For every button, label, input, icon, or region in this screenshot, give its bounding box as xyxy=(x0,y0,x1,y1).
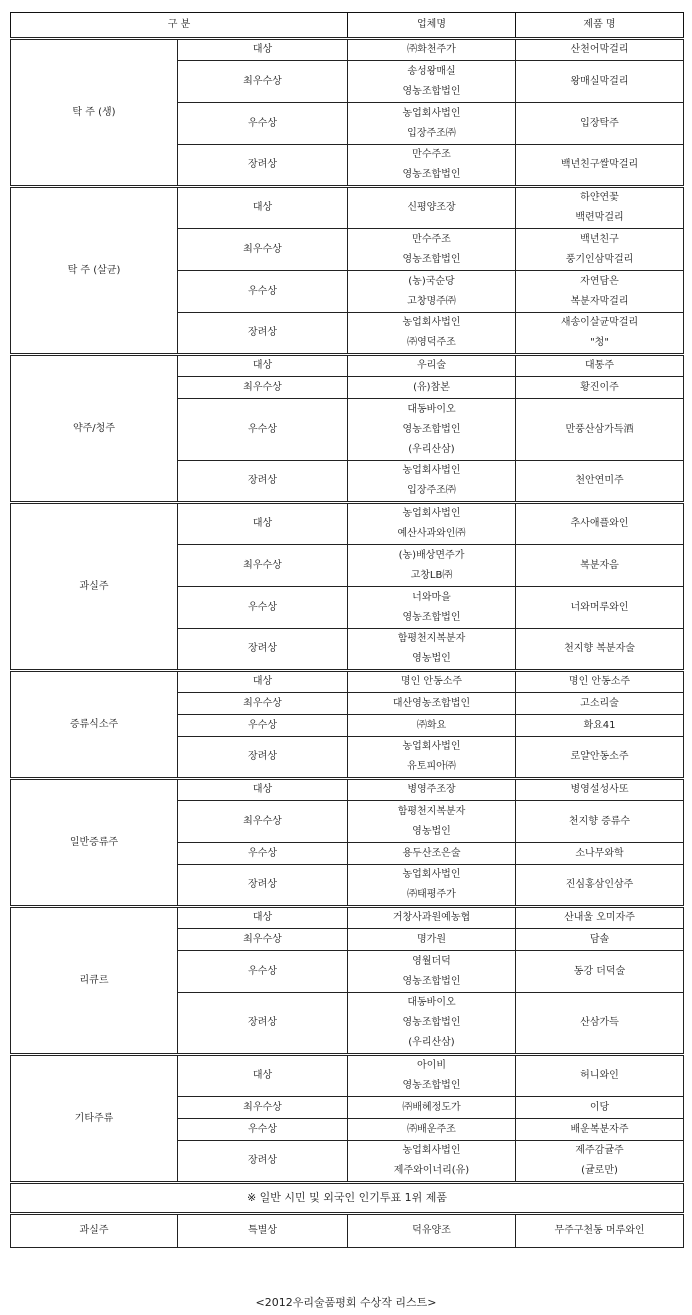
product-line: 풍기인삼막걸리 xyxy=(565,253,634,265)
award-cell: 최우수상 xyxy=(178,801,348,843)
product-cell xyxy=(516,187,684,229)
special-award-row xyxy=(11,1214,684,1248)
award-cell: 장려상 xyxy=(178,313,348,355)
company-cell xyxy=(348,693,516,715)
company-line: 고창LB㈜ xyxy=(410,569,453,581)
awards-table-wrapper xyxy=(10,12,683,1248)
company-line: 영농조합법인 xyxy=(402,975,461,987)
company-line: ㈜화천주가 xyxy=(407,44,456,55)
company-line: 영농조합법인 xyxy=(402,85,461,97)
company-cell xyxy=(348,229,516,271)
product-cell xyxy=(516,61,684,103)
company-line: (유)참본 xyxy=(413,381,450,393)
header-category: 구 분 xyxy=(11,13,348,39)
product-cell xyxy=(516,737,684,779)
product-line: 백련막걸리 xyxy=(575,212,624,223)
product-cell xyxy=(516,951,684,993)
company-cell xyxy=(348,103,516,145)
product-cell xyxy=(516,779,684,801)
product-cell xyxy=(516,145,684,187)
award-cell: 우수상 xyxy=(178,399,348,461)
product-line: 병영설성사또 xyxy=(570,784,629,795)
product-line: 배운복분자주 xyxy=(570,1123,629,1135)
product-line: 백년친구 xyxy=(580,233,619,245)
company-line: 영농조합법인 xyxy=(402,1017,461,1028)
company-cell xyxy=(348,629,516,671)
product-line: 복분자음 xyxy=(580,559,619,571)
award-cell: 우수상 xyxy=(178,1119,348,1141)
product-line: 천지향 복분자술 xyxy=(564,643,635,654)
company-line: 송성왕매실 xyxy=(407,65,456,77)
company-line: 농업회사법인 xyxy=(402,465,461,476)
award-cell: 장려상 xyxy=(178,145,348,187)
company-line: ㈜태평주가 xyxy=(407,889,456,900)
product-cell xyxy=(516,1119,684,1141)
company-cell xyxy=(348,779,516,801)
award-cell: 우수상 xyxy=(178,271,348,313)
company-cell xyxy=(348,271,516,313)
company-line: 예산사과와인㈜ xyxy=(397,528,466,539)
company-line: 농업회사법인 xyxy=(402,107,461,119)
product-line: 자연담은 xyxy=(580,275,619,287)
product-cell xyxy=(516,503,684,545)
award-cell: 대상 xyxy=(178,907,348,929)
company-line: 대산영농조합법인 xyxy=(392,697,471,709)
company-line: 너와마을 xyxy=(412,591,451,603)
company-cell xyxy=(348,1141,516,1183)
company-line: ㈜배운주조 xyxy=(407,1123,456,1135)
category-cell: 탁 주 (생) xyxy=(11,39,178,187)
company-cell xyxy=(348,61,516,103)
product-cell xyxy=(516,39,684,61)
company-line: 농업회사법인 xyxy=(402,869,461,880)
award-cell: 대상 xyxy=(178,503,348,545)
product-cell xyxy=(516,993,684,1055)
company-line: (우리산삼) xyxy=(408,1037,455,1048)
company-cell xyxy=(348,187,516,229)
company-line: 고창명주㈜ xyxy=(407,295,456,307)
company-line: ㈜화요 xyxy=(416,719,447,731)
company-line: 농업회사법인 xyxy=(402,317,461,328)
company-cell xyxy=(348,951,516,993)
product-cell xyxy=(516,801,684,843)
product-line: 명인 안동소주 xyxy=(568,676,631,687)
company-cell xyxy=(348,587,516,629)
company-line: 만수주조 xyxy=(412,233,451,245)
product-cell xyxy=(516,693,684,715)
company-cell xyxy=(348,993,516,1055)
popular-vote-note: ※ 일반 시민 및 외국인 인기투표 1위 제품 xyxy=(11,1183,684,1214)
company-cell xyxy=(348,1097,516,1119)
product-cell xyxy=(516,399,684,461)
product-line: 로얄안동소주 xyxy=(570,751,629,762)
company-cell xyxy=(348,843,516,865)
table-row xyxy=(11,39,684,61)
special-award-cell: 특별상 xyxy=(178,1214,348,1248)
company-line: 함평천지복분자 xyxy=(397,633,466,644)
product-cell xyxy=(516,629,684,671)
award-cell: 최우수상 xyxy=(178,929,348,951)
company-cell xyxy=(348,145,516,187)
product-cell xyxy=(516,545,684,587)
category-cell: 증류식소주 xyxy=(11,671,178,779)
product-line: 동강 더덕술 xyxy=(573,965,626,977)
product-cell xyxy=(516,1141,684,1183)
product-cell xyxy=(516,313,684,355)
company-cell xyxy=(348,355,516,377)
header-product: 제품 명 xyxy=(516,13,684,39)
product-line: 너와머루와인 xyxy=(570,601,629,613)
company-cell xyxy=(348,929,516,951)
product-line: 제주감귤주 xyxy=(575,1145,624,1156)
product-cell xyxy=(516,929,684,951)
product-line: 산천어막걸리 xyxy=(570,44,629,55)
company-line: 병영주조장 xyxy=(407,784,456,795)
award-cell: 장려상 xyxy=(178,737,348,779)
company-line: 만수주조 xyxy=(412,149,451,160)
company-line: 대동바이오 xyxy=(407,997,456,1008)
company-line: 영농조합법인 xyxy=(402,611,461,623)
awards-table xyxy=(10,12,684,1248)
company-line: 농업회사법인 xyxy=(402,741,461,752)
product-line: 복분자막걸리 xyxy=(570,295,629,307)
product-cell xyxy=(516,103,684,145)
company-line: 명인 안동소주 xyxy=(400,676,463,687)
company-cell xyxy=(348,715,516,737)
product-line: "청" xyxy=(590,337,609,348)
table-row xyxy=(11,187,684,229)
product-cell xyxy=(516,461,684,503)
product-line: 대통주 xyxy=(585,360,614,371)
award-cell: 최우수상 xyxy=(178,61,348,103)
product-line: 입장탁주 xyxy=(580,117,619,129)
award-cell: 대상 xyxy=(178,355,348,377)
category-cell: 탁 주 (살균) xyxy=(11,187,178,355)
product-line: 고소리술 xyxy=(580,697,619,709)
award-cell: 최우수상 xyxy=(178,545,348,587)
product-cell xyxy=(516,907,684,929)
product-line: 천안연미주 xyxy=(575,475,624,486)
company-line: ㈜영덕주조 xyxy=(407,337,456,348)
category-cell: 기타주류 xyxy=(11,1055,178,1183)
award-cell: 장려상 xyxy=(178,629,348,671)
product-cell xyxy=(516,1055,684,1097)
company-line: 신평양조장 xyxy=(407,202,456,213)
product-line: 산내울 오미자주 xyxy=(564,912,635,923)
product-cell xyxy=(516,229,684,271)
company-line: 명가원 xyxy=(417,933,446,945)
table-row xyxy=(11,779,684,801)
company-line: 거창사과원예농협 xyxy=(392,912,471,923)
special-category-cell: 과실주 xyxy=(11,1214,178,1248)
product-cell xyxy=(516,843,684,865)
award-cell: 우수상 xyxy=(178,587,348,629)
category-cell: 리큐르 xyxy=(11,907,178,1055)
company-line: (농)배상면주가 xyxy=(398,549,465,561)
product-line: 백년친구쌀막걸리 xyxy=(560,159,639,170)
award-cell: 대상 xyxy=(178,187,348,229)
company-cell xyxy=(348,313,516,355)
category-cell: 일반증류주 xyxy=(11,779,178,907)
product-line: 천지향 증류수 xyxy=(568,815,631,827)
award-cell: 최우수상 xyxy=(178,693,348,715)
award-cell: 우수상 xyxy=(178,103,348,145)
header-company: 업체명 xyxy=(348,13,516,39)
company-line: 영농법인 xyxy=(412,825,451,837)
special-product-cell: 무주구천동 머루와인 xyxy=(516,1214,684,1248)
company-cell xyxy=(348,503,516,545)
product-line: 추사애플와인 xyxy=(570,518,629,529)
product-line: 왕매실막걸리 xyxy=(570,75,629,87)
header-row xyxy=(11,13,684,39)
company-line: 함평천지복분자 xyxy=(397,805,466,817)
award-cell: 최우수상 xyxy=(178,229,348,271)
company-line: 제주와이너리(유) xyxy=(393,1165,470,1176)
award-cell: 우수상 xyxy=(178,715,348,737)
company-line: (농)국순당 xyxy=(408,275,455,287)
product-line: 이당 xyxy=(589,1101,610,1113)
award-cell: 대상 xyxy=(178,39,348,61)
company-cell xyxy=(348,1055,516,1097)
special-company-cell: 덕유양조 xyxy=(348,1214,516,1248)
company-line: 유토피아㈜ xyxy=(407,761,456,772)
company-cell xyxy=(348,737,516,779)
award-cell: 우수상 xyxy=(178,843,348,865)
company-cell xyxy=(348,545,516,587)
company-cell xyxy=(348,39,516,61)
company-line: 영농조합법인 xyxy=(402,169,461,180)
table-row xyxy=(11,1055,684,1097)
company-line: 영농조합법인 xyxy=(402,253,461,265)
award-cell: 우수상 xyxy=(178,951,348,993)
product-cell xyxy=(516,1097,684,1119)
company-line: 아이비 xyxy=(417,1060,446,1071)
award-cell: 장려상 xyxy=(178,1141,348,1183)
award-cell: 최우수상 xyxy=(178,1097,348,1119)
award-cell: 대상 xyxy=(178,1055,348,1097)
company-cell xyxy=(348,865,516,907)
company-line: 농업회사법인 xyxy=(402,508,461,519)
table-row xyxy=(11,503,684,545)
company-cell xyxy=(348,1119,516,1141)
category-cell: 과실주 xyxy=(11,503,178,671)
table-row xyxy=(11,671,684,693)
product-line: 만풍산삼가득酒 xyxy=(565,423,634,435)
company-line: 영농법인 xyxy=(412,653,451,664)
company-line: (우리산삼) xyxy=(408,443,455,455)
company-cell xyxy=(348,377,516,399)
company-line: 농업회사법인 xyxy=(402,1145,461,1156)
product-cell xyxy=(516,377,684,399)
table-row xyxy=(11,907,684,929)
company-cell xyxy=(348,461,516,503)
product-cell xyxy=(516,865,684,907)
award-cell: 대상 xyxy=(178,779,348,801)
company-line: 대동바이오 xyxy=(407,403,456,415)
award-cell: 최우수상 xyxy=(178,377,348,399)
table-caption: <2012우리술품평회 수상작 리스트> xyxy=(255,1296,437,1309)
product-line: 진심홍삼인삼주 xyxy=(565,879,634,890)
product-line: 새송이살균막걸리 xyxy=(560,317,639,328)
company-cell xyxy=(348,671,516,693)
company-line: 우리술 xyxy=(417,360,446,371)
company-line: 영농조합법인 xyxy=(402,423,461,435)
company-line: 영월더덕 xyxy=(412,955,451,967)
product-cell xyxy=(516,587,684,629)
award-cell: 대상 xyxy=(178,671,348,693)
company-line: 입장주조㈜ xyxy=(407,485,456,496)
company-cell xyxy=(348,399,516,461)
product-cell xyxy=(516,715,684,737)
award-cell: 장려상 xyxy=(178,993,348,1055)
company-line: 용두산조은술 xyxy=(402,847,461,859)
product-cell xyxy=(516,271,684,313)
award-cell: 장려상 xyxy=(178,865,348,907)
product-line: 화요41 xyxy=(583,719,616,731)
company-line: 입장주조㈜ xyxy=(407,127,456,139)
product-line: 하얀연꽃 xyxy=(580,192,619,203)
product-line: 허니와인 xyxy=(580,1070,619,1081)
company-cell xyxy=(348,801,516,843)
note-row xyxy=(11,1183,684,1214)
company-line: 영농조합법인 xyxy=(402,1080,461,1091)
product-line: (귤로만) xyxy=(581,1165,618,1176)
product-cell xyxy=(516,671,684,693)
awards-body xyxy=(11,39,684,1248)
table-row xyxy=(11,355,684,377)
product-line: 황진이주 xyxy=(580,381,619,393)
product-cell xyxy=(516,355,684,377)
company-line: ㈜배혜정도가 xyxy=(402,1101,461,1113)
product-line: 담솔 xyxy=(589,933,610,945)
product-line: 산삼가득 xyxy=(580,1017,619,1028)
award-cell: 장려상 xyxy=(178,461,348,503)
category-cell: 약주/청주 xyxy=(11,355,178,503)
company-cell xyxy=(348,907,516,929)
product-line: 소나무와학 xyxy=(575,847,624,859)
